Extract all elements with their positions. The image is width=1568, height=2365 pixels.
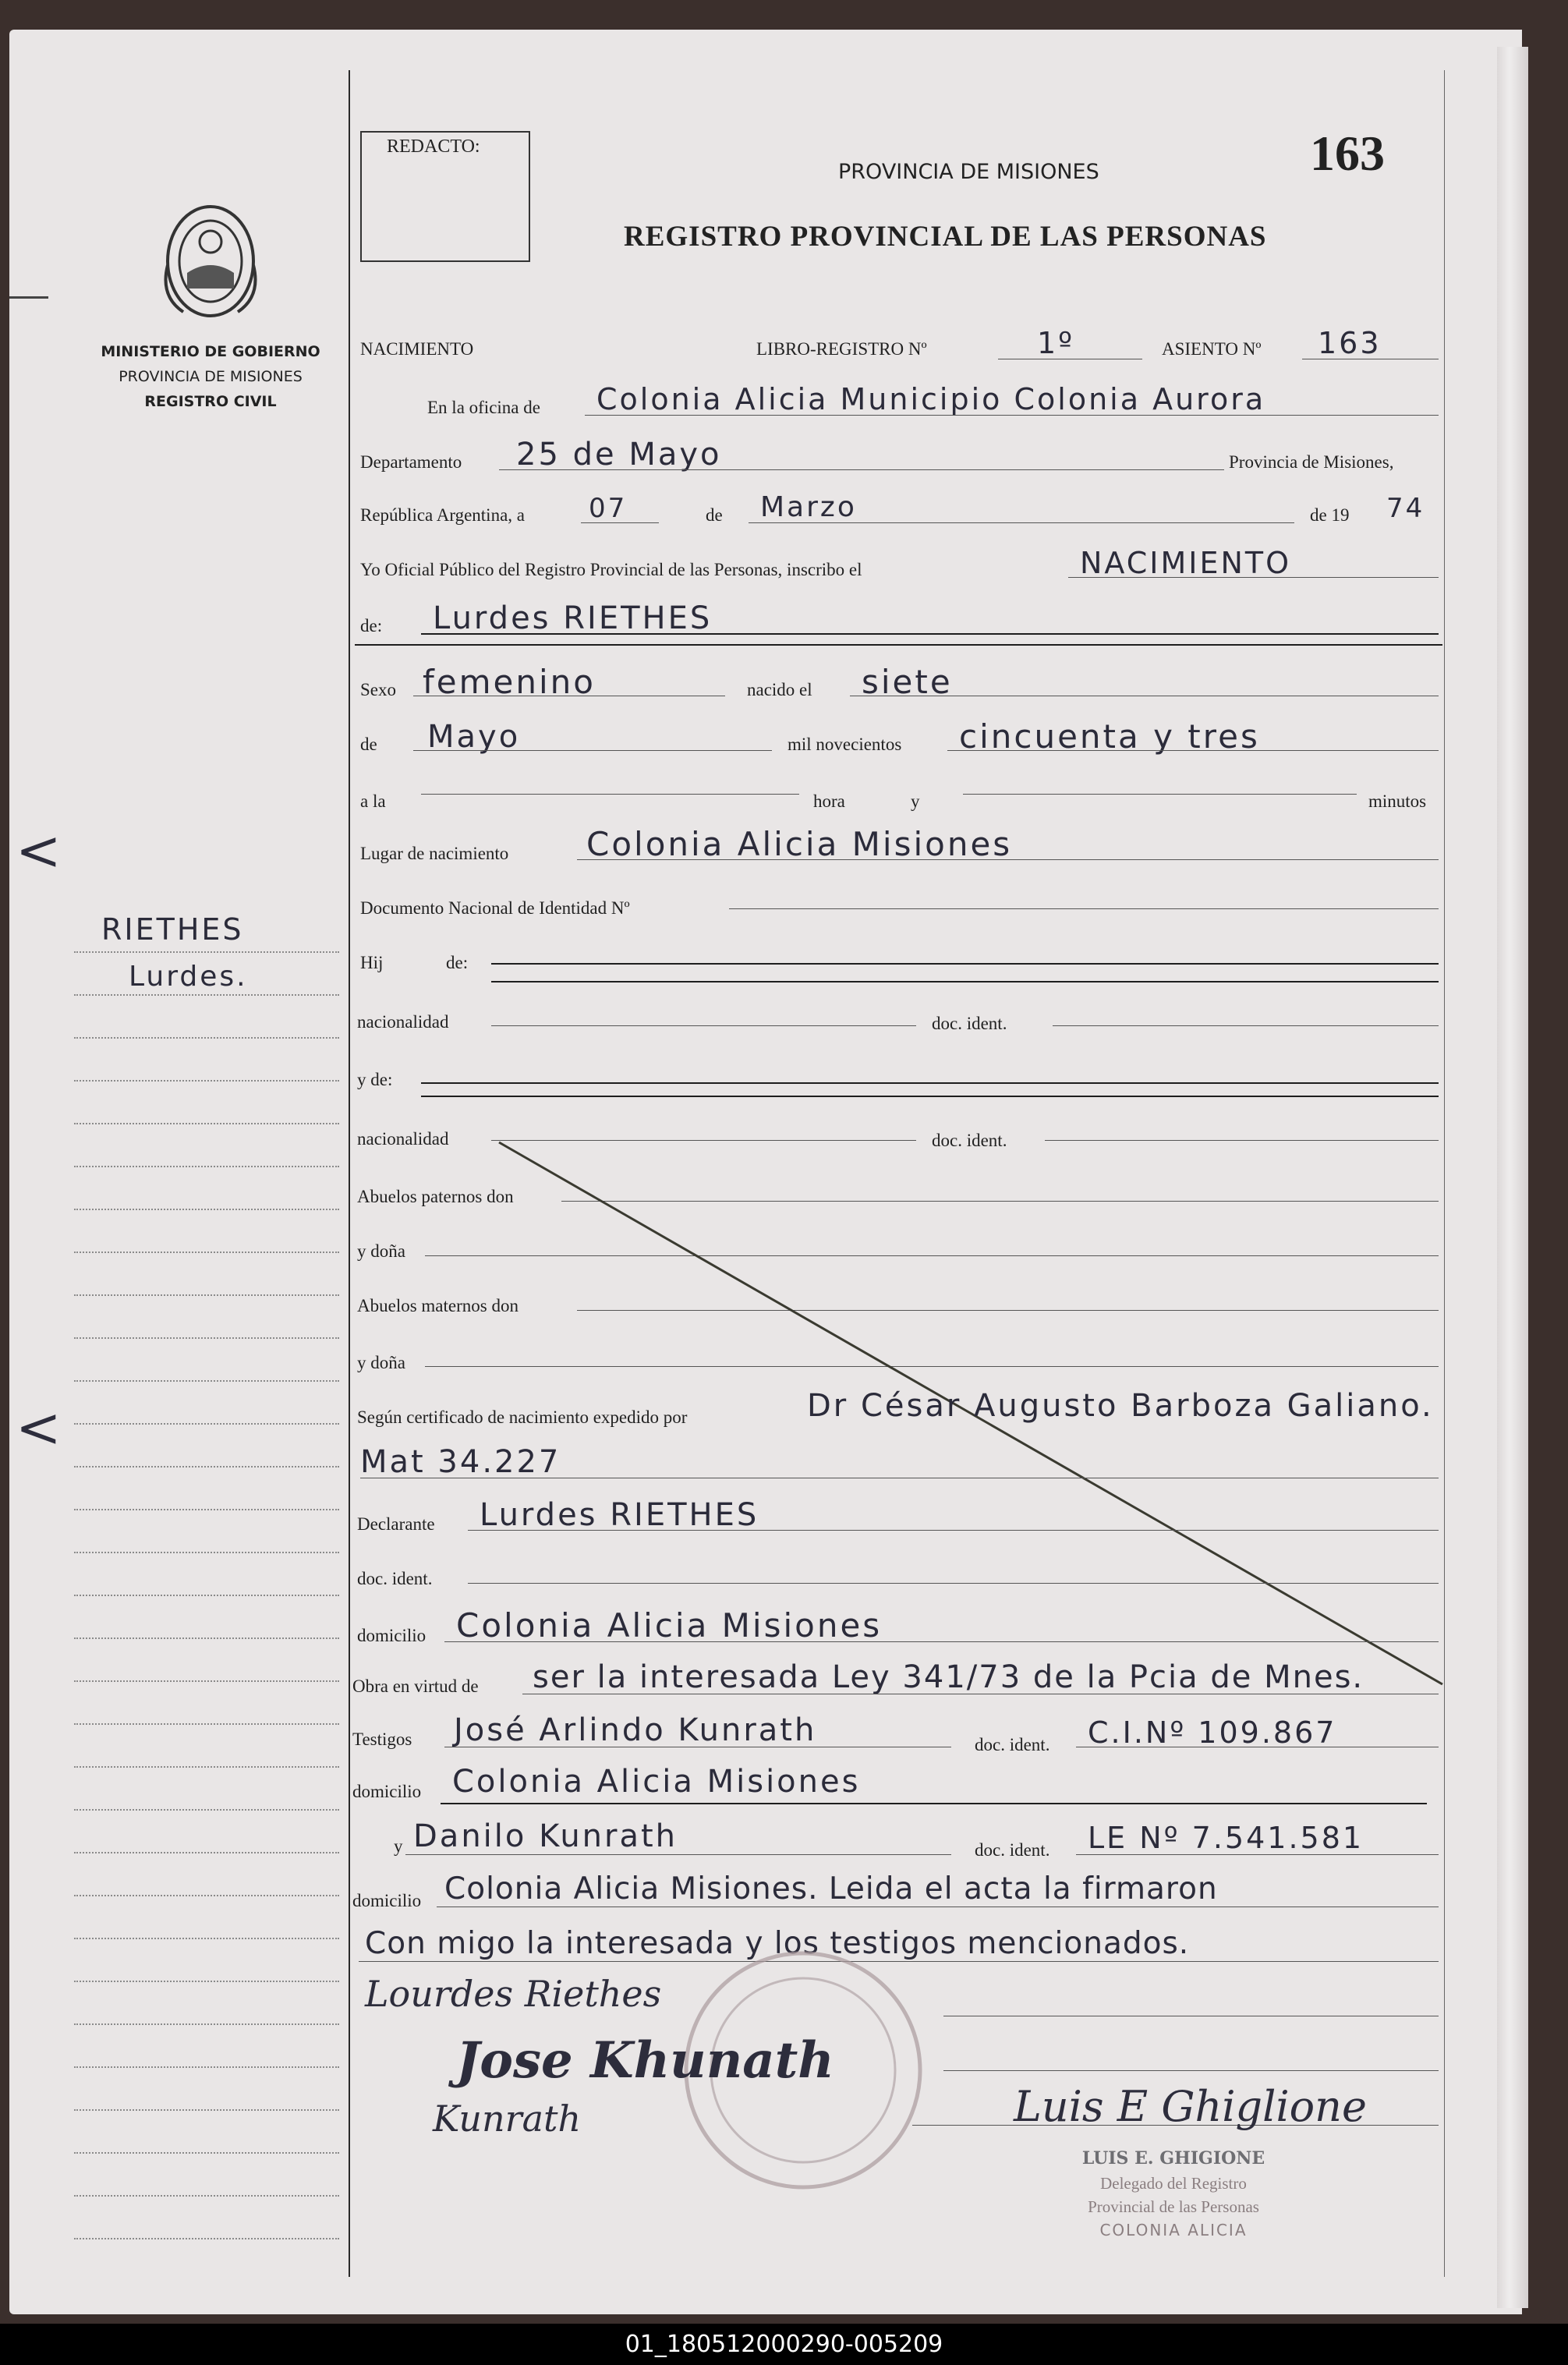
declarante-label: Declarante — [357, 1514, 435, 1534]
nacionalidad2-label: nacionalidad — [357, 1129, 449, 1149]
obra-value: ser la interesada Ley 341/73 de la Pcia de Mnes. — [533, 1659, 1364, 1695]
certificado-value: Dr César Augusto Barboza Galiano. — [807, 1388, 1434, 1424]
libro-label: LIBRO-REGISTRO Nº — [756, 339, 927, 359]
signature-interesada: Lourdes Riethes — [365, 1973, 662, 2015]
nacido-value: siete — [862, 663, 953, 701]
testigo1-doc-label: doc. ident. — [975, 1735, 1050, 1754]
sexo-label: Sexo — [360, 680, 396, 699]
ydona1-label: y doña — [357, 1241, 405, 1261]
departamento-value: 25 de Mayo — [516, 437, 722, 473]
republica-label: República Argentina, a — [360, 505, 525, 525]
testigo1-doc-value: C.I.Nº 109.867 — [1088, 1715, 1337, 1750]
abuelos-paternos-label: Abuelos paternos don — [357, 1187, 514, 1206]
person-de-label: de: — [360, 616, 383, 636]
stamp-line2: Provincial de las Personas — [1088, 2197, 1259, 2216]
domicilio1-line — [441, 1803, 1427, 1804]
doc-ident2-label: doc. ident. — [932, 1131, 1007, 1150]
abuelos-maternos-label: Abuelos maternos don — [357, 1296, 519, 1315]
domicilio-line — [444, 1641, 1439, 1642]
certificado-label: Según certificado de nacimiento expedido por — [357, 1407, 688, 1427]
signature-line-2 — [943, 2070, 1439, 2071]
month-de-label: de — [706, 505, 723, 525]
testigo2-doc-value: LE Nº 7.541.581 — [1088, 1821, 1364, 1855]
header-registry-title: REGISTRO PROVINCIAL DE LAS PERSONAS — [624, 221, 1267, 253]
domicilio1-value: Colonia Alicia Misiones — [452, 1764, 861, 1800]
testigo2-value: Danilo Kunrath — [413, 1818, 678, 1854]
mil-value: cincuenta y tres — [959, 717, 1260, 756]
obra-label: Obra en virtud de — [352, 1676, 479, 1696]
yde-label: y de: — [357, 1070, 393, 1089]
mil-label: mil novecientos — [788, 735, 902, 754]
oficina-label: En la oficina de — [427, 398, 540, 417]
testigo1-value: José Arlindo Kunrath — [454, 1712, 817, 1748]
declarante-doc-label: doc. ident. — [357, 1569, 433, 1588]
lugar-value: Colonia Alicia Misiones — [586, 825, 1013, 863]
testigo2-doc-line — [1076, 1854, 1439, 1855]
year-value: 74 — [1386, 493, 1425, 524]
minutos-label: minutos — [1368, 791, 1427, 811]
ministry-label: MINISTERIO DE GOBIERNO — [101, 343, 320, 360]
binding-hook-mark: < — [16, 1396, 62, 1460]
signature-testigo1: Jose Khunath — [456, 2031, 834, 2090]
libro-value: 1º — [1037, 326, 1075, 360]
inscribo-value: NACIMIENTO — [1080, 546, 1292, 580]
month-value: Marzo — [760, 491, 857, 523]
image-caption: 01_180512000290-005209 — [0, 2324, 1568, 2365]
mes-de-label: de — [360, 735, 377, 754]
sidebar-surname: RIETHES — [101, 912, 244, 947]
testigos-label: Testigos — [352, 1729, 412, 1749]
redacto-label: REDACTO: — [387, 136, 480, 157]
signature-official: Luis E Ghiglione — [1014, 2082, 1367, 2131]
signature-testigo2: Kunrath — [433, 2098, 582, 2140]
nacionalidad1-label: nacionalidad — [357, 1012, 449, 1032]
provincia-label: Provincia de Misiones, — [1229, 452, 1394, 472]
ydona2-label: y doña — [357, 1353, 405, 1372]
domicilio-label: domicilio — [357, 1626, 427, 1645]
binding-hook-mark: < — [16, 819, 62, 883]
mes-value: Mayo — [427, 719, 521, 755]
declarante-line — [468, 1530, 1439, 1531]
lugar-label: Lugar de nacimiento — [360, 844, 509, 863]
nacido-label: nacido el — [747, 680, 812, 699]
domicilio1-label: domicilio — [352, 1782, 422, 1801]
year-label: de 19 — [1310, 505, 1350, 525]
day-value: 07 — [589, 493, 628, 524]
testigo2-line — [405, 1854, 951, 1855]
continuation-value: Con migo la interesada y los testigos mencionados. — [365, 1926, 1190, 1961]
person-value: Lurdes RIETHES — [433, 600, 713, 636]
departamento-label: Departamento — [360, 452, 462, 472]
domicilio2-label: domicilio — [352, 1891, 422, 1910]
hij-de-label: de: — [446, 953, 469, 972]
asiento-label: ASIENTO Nº — [1162, 339, 1262, 359]
testigo2-doc-label: doc. ident. — [975, 1840, 1050, 1860]
declarante-value: Lurdes RIETHES — [480, 1497, 759, 1533]
doc-ident1-label: doc. ident. — [932, 1014, 1007, 1033]
civil-registry-label: REGISTRO CIVIL — [144, 393, 277, 410]
stamp-name: LUIS E. GHIGIONE — [1081, 2148, 1265, 2169]
testigo2-prefix: y — [394, 1836, 403, 1856]
ala-label: a la — [360, 791, 386, 811]
header-province: PROVINCIA DE MISIONES — [838, 160, 1099, 184]
hora-label: hora — [813, 791, 845, 811]
page-number: 163 — [1310, 126, 1385, 181]
stamp-line3: COLONIA ALICIA — [1099, 2221, 1248, 2239]
oficina-value: Colonia Alicia Municipio Colonia Aurora — [596, 382, 1266, 416]
nacimiento-label: NACIMIENTO — [360, 339, 474, 359]
asiento-value: 163 — [1318, 326, 1382, 360]
inscribo-label: Yo Oficial Público del Registro Provincial de las Personas, inscribo el — [360, 560, 862, 579]
dni-label: Documento Nacional de Identidad Nº — [360, 898, 630, 918]
stamp-line1: Delegado del Registro — [1100, 2174, 1247, 2193]
mat-value: Mat 34.227 — [360, 1444, 561, 1480]
declarante-doc-line — [468, 1583, 1439, 1584]
y-label: y — [911, 791, 920, 811]
sidebar-given-name: Lurdes. — [129, 961, 248, 993]
hij-label: Hij — [360, 953, 384, 972]
domicilio2-value: Colonia Alicia Misiones. Leida el acta la firmaron — [444, 1871, 1218, 1907]
domicilio-value: Colonia Alicia Misiones — [456, 1606, 883, 1645]
sexo-value: femenino — [423, 663, 596, 701]
sidebar-province-label: PROVINCIA DE MISIONES — [119, 368, 303, 385]
